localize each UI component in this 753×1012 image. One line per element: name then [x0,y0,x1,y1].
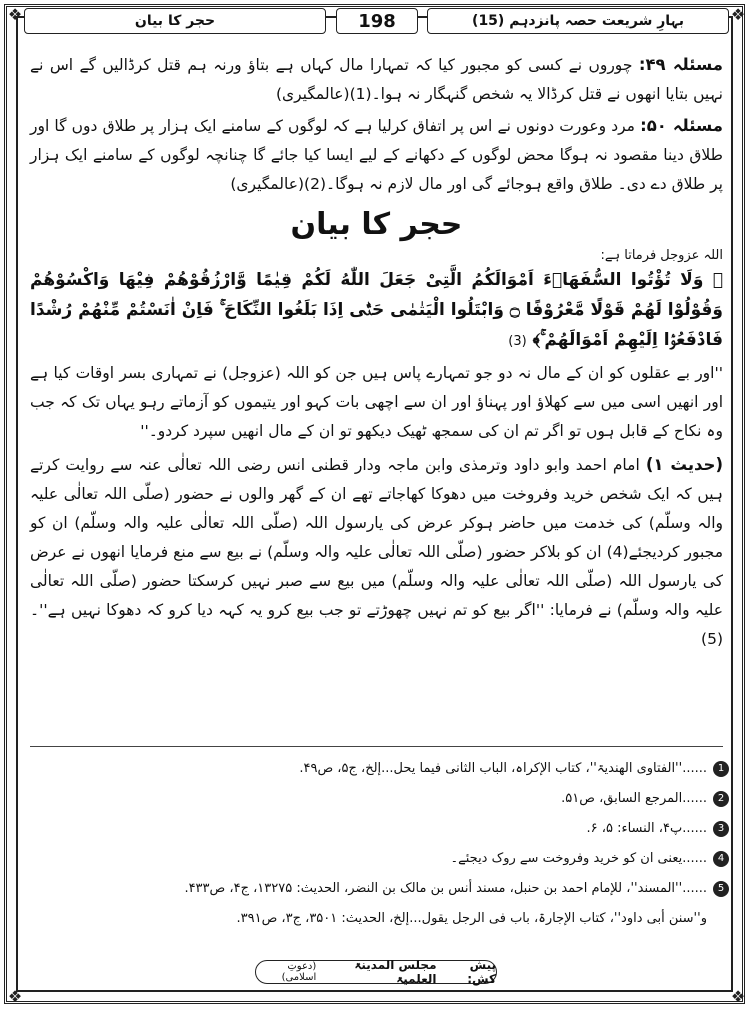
quran-verse [30,265,723,357]
chapter-title: حجر کا بیان [24,8,326,34]
footnotes [40,754,729,934]
issue-text: چوروں نے کسی کو مجبور کیا کہ تمہارا مال کہاں ہے بتاؤ ورنہ ہم قتل کرڈالیں گے اس نے نہیں بتایا انھوں نے قتل کرڈالا یہ شخص گنہگار نہ ہوا۔(1)(عالمگیری) [30,56,723,103]
footnote-number: 2 [713,791,729,807]
issue-label: مسئلہ ۵۰: [640,116,723,135]
footnote-text: ......''الفتاوی الھندیۃ''، کتاب الإکراہ، الباب الثانی فیما یحل...إلخ، ج۵، ص۴۹. [299,761,707,776]
book-title: بہارِ شریعت حصہ پانزدہم (15) [427,8,729,34]
footnote-continuation: و''سنن أبی داود''، کتاب الإجارۃ، باب فی الرجل یقول...إلخ، الحدیث: ۳۵۰۱، ج۳، ص۳۹۱. [236,911,707,926]
issue-49 [30,50,723,109]
corner-ornament-icon: ❖ [7,5,23,24]
footnote-text: ......''المسند''، للإمام احمد بن حنبل، مسند أنس بن مالک بن النضر، الحدیث: ۱۳۲۷۵، ج۴، ص۴۳۳. [184,881,707,896]
footnote-number: 4 [713,851,729,867]
footnote [40,754,729,784]
publisher-sub: (دعوتِ اسلامی) [281,961,317,983]
corner-ornament-icon: ❖ [730,5,746,24]
hadith-text: امام احمد وابو داود وترمذی وابن ماجہ ودار قطنی انس رضی اللہ تعالٰی عنہ سے روایت کرتے ہیں کہ ایک شخص خرید وفروخت میں دھوکا کھاجاتے تھے ان کے گھر والوں نے حضور (صلّی اللہ تعالٰی علیہ والہ وسلّم) کی خدمت میں حاضر ہوکر عرض کی یارسول اللہ (صلّی اللہ تعالٰی علیہ والہ وسلّم) ان کو مجبور کردیجئے(4) ان کو بلاکر حضور (صلّی اللہ تعالٰی علیہ والہ وسلّم) نے بیع سے منع فرمایا انھوں نے عرض کی یارسول اللہ (صلّی اللہ تعالٰی علیہ والہ وسلّم) میں بیع سے صبر نہیں کرسکتا حضور (صلّی اللہ تعالٰی علیہ والہ وسلّم) نے فرمایا: ''اگر بیع کو تم نہیں چھوڑتے تو جب بیع کرو یہ کہہ دیا کرو کہ دھوکا نہیں ہے''۔(5) [30,456,723,648]
footnote [40,814,729,844]
publisher-name: مجلس المدینۃ العلمیۃ [354,958,437,986]
hadith-1 [30,450,723,654]
issue-text: مرد وعورت دونوں نے اس پر اتفاق کرلیا ہے کہ لوگوں کے سامنے ایک ہزار پر طلاق دوں گا اور طلاق دینا مقصود نہ ہوگا محض لوگوں کے دکھانے کے لیے ایسا کیا جائے گا چنانچہ لوگوں کے سامنے ایک ہزار پر طلاق دے دی۔ طلاق واقع ہوجائے گی اور مال لازم نہ ہوگا۔(2)(عالمگیری) [30,117,723,193]
footnote-number: 5 [713,881,729,897]
footnote-text: ......المرجع السابق، ص۵۱. [561,791,707,806]
footnote [40,874,729,904]
issue-50 [30,111,723,199]
intro-line: اللہ عزوجل فرماتا ہے: [600,248,723,263]
publisher-prefix: پیش کش: [467,958,496,986]
main-content [30,50,723,656]
translation: ''اور بے عقلوں کو ان کے مال نہ دو جو تمہارے پاس ہیں جن کو اللہ (عزوجل) نے تمہاری بسر اوقات کیا ہے اور انھیں اسی میں سے کھلاؤ اور پہناؤ اور ان سے اچھی بات کہو اور یتیموں کو آزماتے رہو یہاں تک کہ جب وہ نکاح کے قابل ہوں تو اگر تم ان کی سمجھ ٹھیک دیکھو تو ان کے مال انھیں سپرد کردو۔'' [30,364,723,440]
publisher-badge [255,960,497,984]
page-header [24,8,729,34]
corner-ornament-icon: ❖ [730,987,746,1006]
footnote [40,784,729,814]
footnote-text: ......پ۴، النساء: ۵، ۶. [586,821,707,836]
footnote [40,844,729,874]
ayah-reference: (3) [508,334,527,349]
footnote-number: 3 [713,821,729,837]
issue-label: مسئلہ ۴۹: [638,55,724,74]
footnote-number: 1 [713,761,729,777]
footnote-divider [30,746,723,747]
section-title: حجر کا بیان [290,207,463,242]
hadith-label: (حدیث ۱) [645,455,723,474]
footnote-text: ......یعنی ان کو خرید وفروخت سے روک دیجئے۔ [450,851,707,866]
page-number: 198 [336,8,418,34]
corner-ornament-icon: ❖ [7,987,23,1006]
ayah-text: ﴿ وَلَا تُؤْتُوا السُّفَهَاۗءَ اَمْوَالَكُمُ الَّتِیْ جَعَلَ اللّٰهُ لَكُمْ قِیٰمًا وَّارْزُقُوْهُمْ فِیْهَا وَاكْسُوْهُمْ وَقُوْلُوْا لَهُمْ قَوْلًا مَّعْرُوْفًا ۝ وَابْتَلُوا الْیَتٰمٰى حَتّٰۤى اِذَا بَلَغُوا النِّكَاحَ ۚ فَاِنْ اٰنَسْتُمْ مِّنْهُمْ رُشْدًا فَادْفَعُوْۤا اِلَیْهِمْ اَمْوَالَهُمْ ۚ﴾ [30,270,723,350]
